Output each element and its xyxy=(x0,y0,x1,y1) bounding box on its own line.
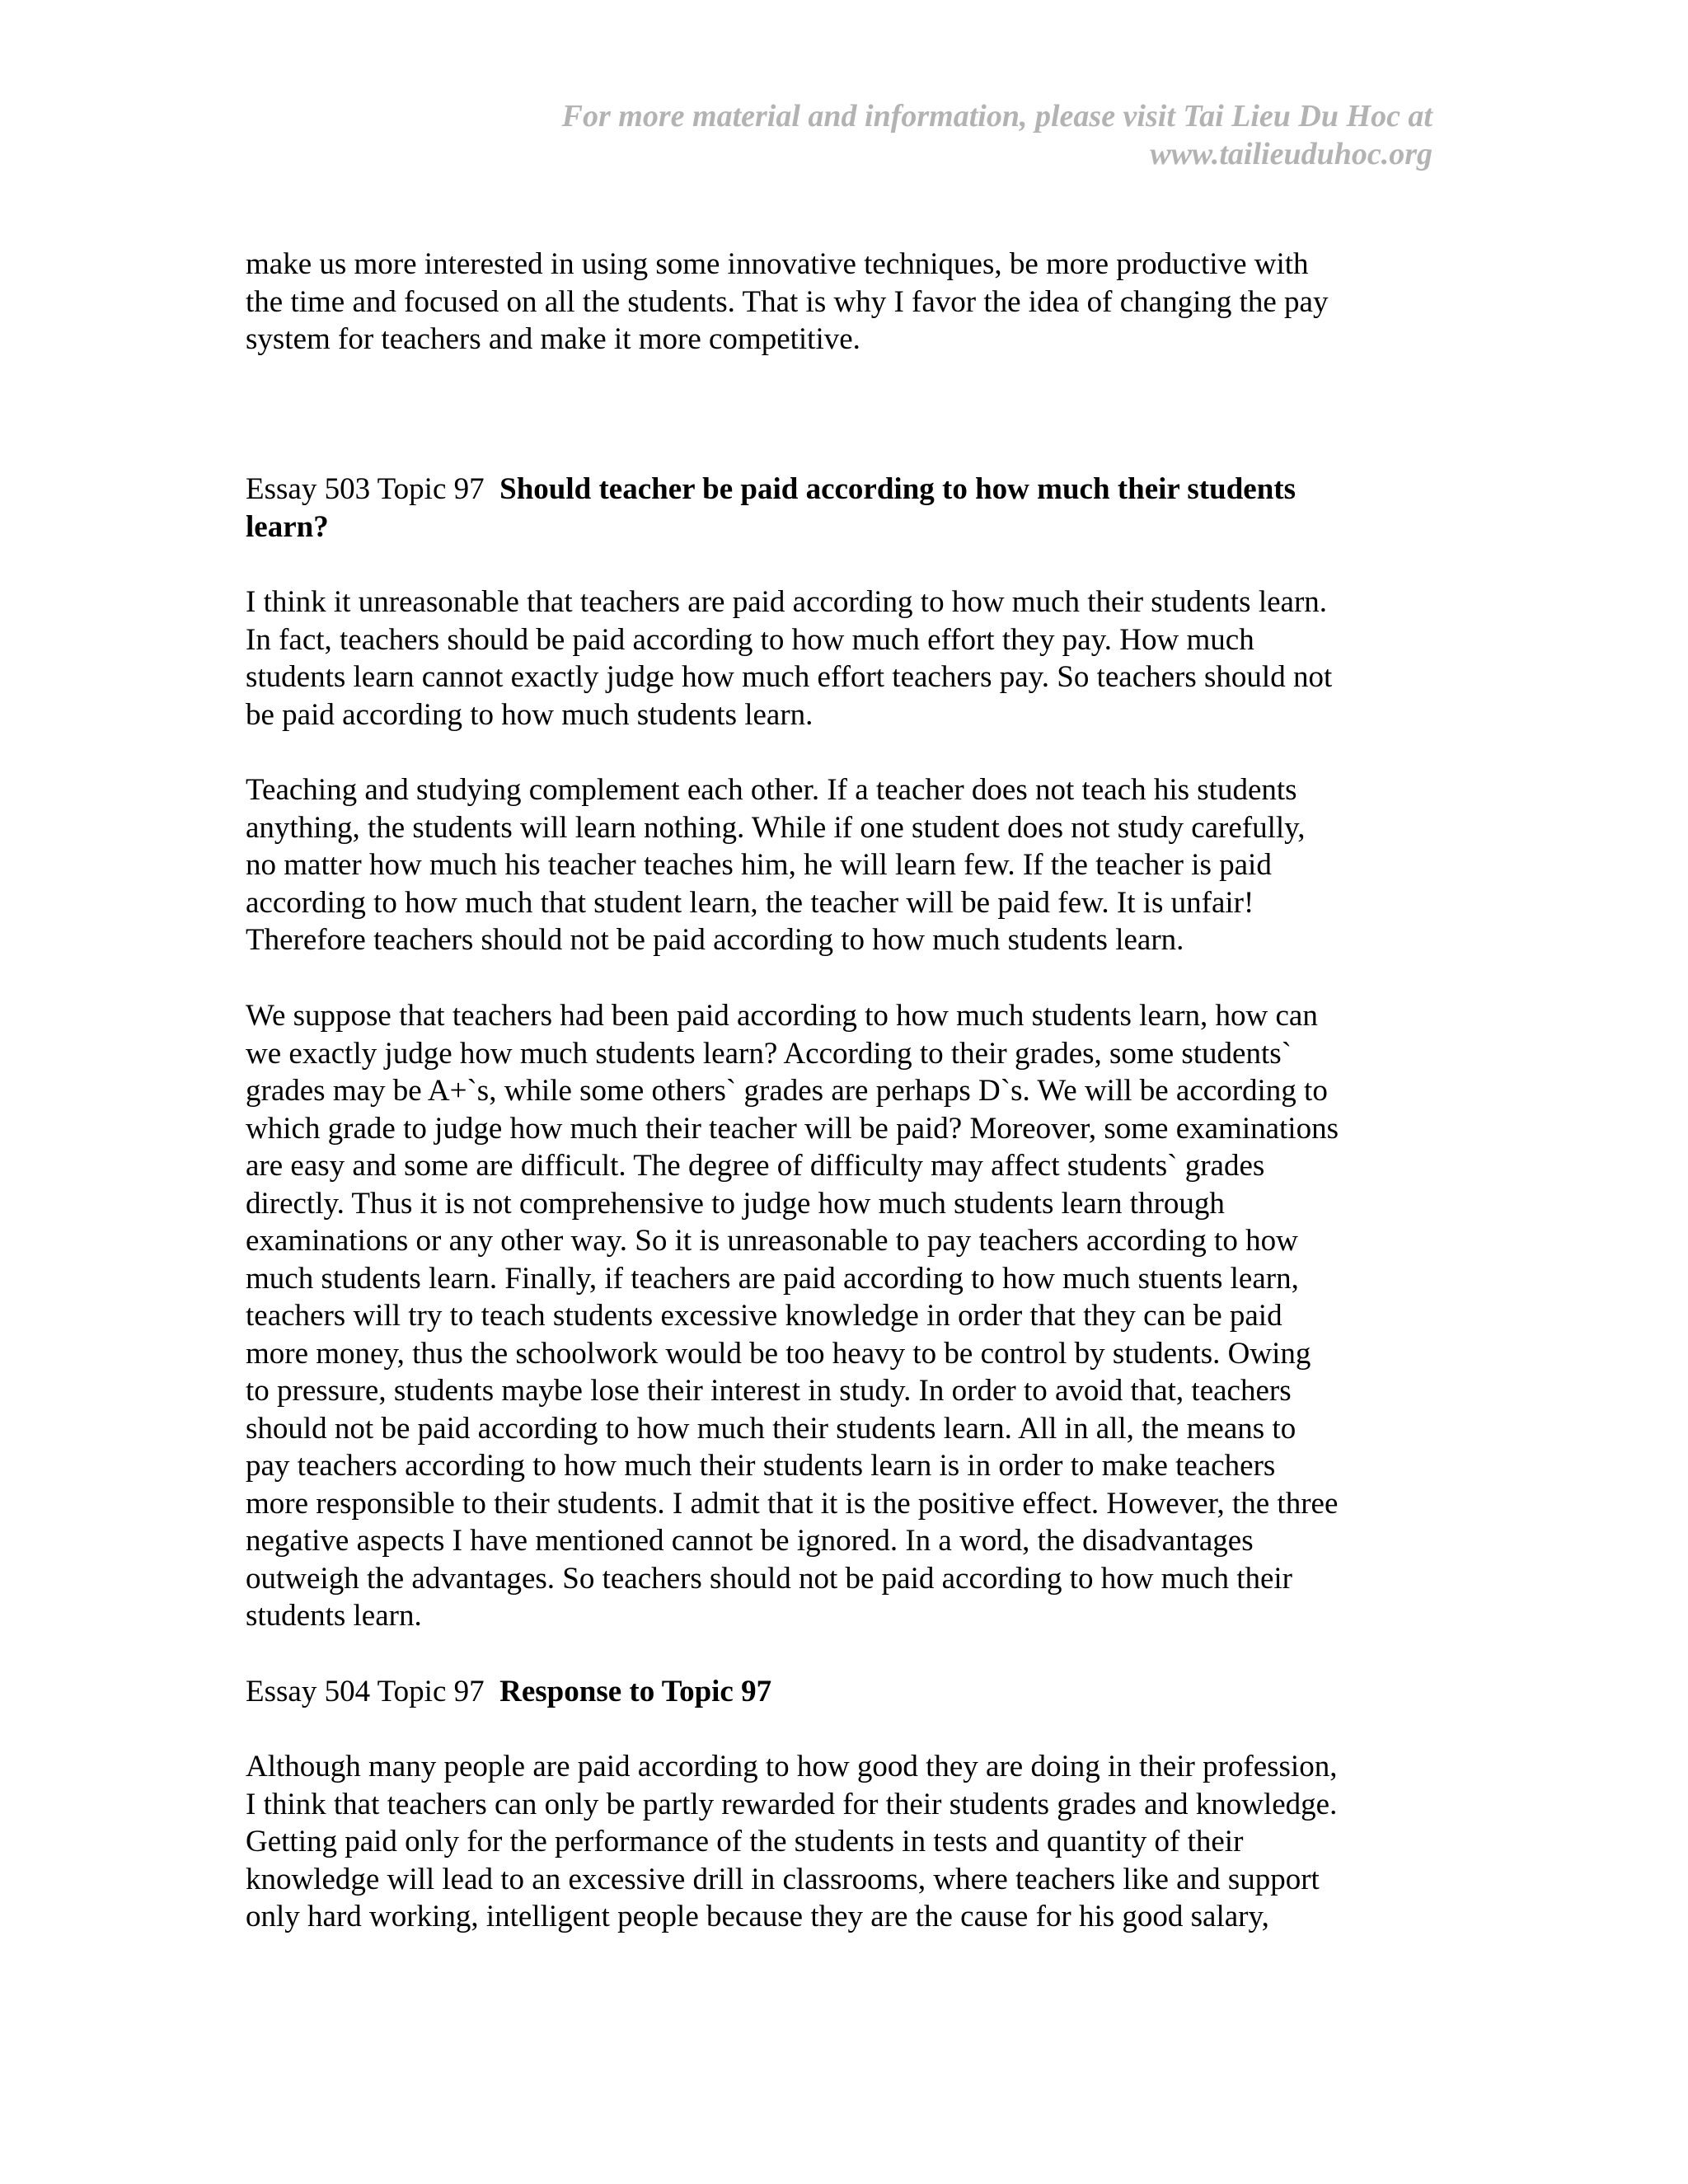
text-line: Teaching and studying complement each other. If a teacher does not teach his students xyxy=(246,773,1297,807)
text-line: I think that teachers can only be partly rewarded for their students grades and knowledge. xyxy=(246,1787,1338,1821)
paragraph-intro xyxy=(246,246,1432,359)
text-line: much students learn. Finally, if teachers are paid according to how much stuents learn, xyxy=(246,1261,1299,1296)
text-line: knowledge will lead to an excessive drill in classrooms, where teachers like and support xyxy=(246,1862,1320,1896)
text-line: which grade to judge how much their teacher will be paid? Moreover, some examinations xyxy=(246,1111,1339,1146)
text-line: the time and focused on all the students. That is why I favor the idea of changing the pay xyxy=(246,284,1329,319)
text-line: grades may be A+`s, while some others` grades are perhaps D`s. We will be according to xyxy=(246,1074,1328,1108)
text-line: according to how much that student learn, the teacher will be paid few. It is unfair! xyxy=(246,885,1254,920)
text-line: examinations or any other way. So it is unreasonable to pay teachers according to how xyxy=(246,1224,1298,1258)
paragraph-2 xyxy=(246,771,1432,959)
essay-504-title: Response to Topic 97 xyxy=(499,1675,772,1708)
text-line: teachers will try to teach students excessive knowledge in order that they can be paid xyxy=(246,1299,1282,1333)
text-line: are easy and some are difficult. The degree of difficulty may affect students` grades xyxy=(246,1149,1265,1183)
paragraph-4 xyxy=(246,1748,1432,1936)
essay-503-title-cont: learn? xyxy=(246,509,329,544)
text-line: outweigh the advantages. So teachers should not be paid according to how much their xyxy=(246,1561,1292,1596)
paragraph-1 xyxy=(246,583,1432,733)
text-line: negative aspects I have mentioned cannot be ignored. In a word, the disadvantages xyxy=(246,1524,1254,1558)
text-line: directly. Thus it is not comprehensive to judge how much students learn through xyxy=(246,1186,1225,1221)
text-line: Therefore teachers should not be paid according to how much students learn. xyxy=(246,923,1184,957)
text-line: Although many people are paid according to how good they are doing in their profession, xyxy=(246,1750,1338,1783)
header-line-2: www.tailieuduhoc.org xyxy=(1150,137,1432,171)
text-line: more responsible to their students. I admit that it is the positive effect. However, the three xyxy=(246,1486,1339,1521)
text-line: anything, the students will learn nothing. While if one student does not study carefully, xyxy=(246,810,1306,845)
text-line: make us more interested in using some innovative techniques, be more productive with xyxy=(246,247,1309,281)
text-line: system for teachers and make it more competitive. xyxy=(246,322,860,356)
essay-503-title: Should teacher be paid according to how much their students xyxy=(499,472,1296,506)
essay-503-heading xyxy=(246,471,1432,546)
essay-504-label: Essay 504 Topic 97 xyxy=(246,1675,500,1708)
header-line-1: For more material and information, please visit Tai Lieu Du Hoc at xyxy=(561,99,1432,134)
text-line: students learn. xyxy=(246,1599,422,1633)
text-line: Getting paid only for the performance of the students in tests and quantity of their xyxy=(246,1825,1244,1858)
text-line: to pressure, students maybe lose their interest in study. In order to avoid that, teachers xyxy=(246,1374,1292,1408)
text-line: we exactly judge how much students learn? According to their grades, some students` xyxy=(246,1036,1292,1071)
text-line: students learn cannot exactly judge how much effort teachers pay. So teachers should not xyxy=(246,660,1333,694)
header-note xyxy=(361,97,1432,173)
text-line: should not be paid according to how much their students learn. All in all, the means to xyxy=(246,1411,1296,1446)
essay-503-label: Essay 503 Topic 97 xyxy=(246,472,500,506)
text-line: be paid according to how much students learn. xyxy=(246,697,814,732)
text-line: more money, thus the schoolwork would be too heavy to be control by students. Owing xyxy=(246,1336,1311,1371)
text-line: only hard working, intelligent people because they are the cause for his good salary, xyxy=(246,1900,1269,1933)
text-line: pay teachers according to how much their students learn is in order to make teachers xyxy=(246,1449,1276,1483)
text-line: no matter how much his teacher teaches him, he will learn few. If the teacher is paid xyxy=(246,848,1272,882)
text-line: We suppose that teachers had been paid according to how much students learn, how can xyxy=(246,999,1318,1033)
text-line: In fact, teachers should be paid according to how much effort they pay. How much xyxy=(246,622,1254,657)
text-line: I think it unreasonable that teachers are paid according to how much their students learn. xyxy=(246,585,1328,619)
paragraph-3 xyxy=(246,997,1432,1635)
essay-504-heading xyxy=(246,1673,1432,1711)
